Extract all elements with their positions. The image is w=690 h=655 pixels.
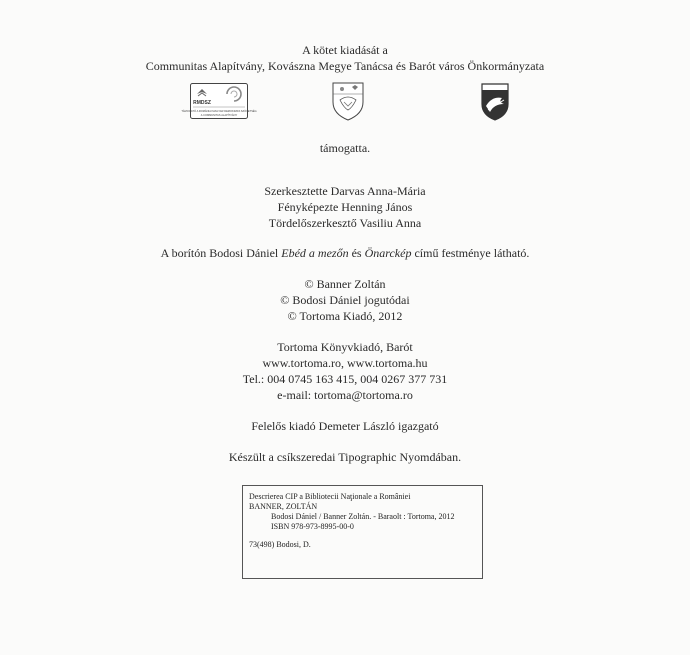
cip-title: Bodosi Dániel / Banner Zoltán. - Baraolt : Tortoma, 2012 [271, 512, 455, 521]
photographer-credit: Fényképezte Henning János [277, 200, 413, 214]
supported-text: támogatta. [319, 141, 371, 155]
cover-painting-title-1: Ebéd a mezőn [281, 246, 349, 260]
cip-author: BANNER, ZOLTÁN [249, 502, 318, 511]
cip-classification: 73(498) Bodosi, D. [249, 540, 311, 549]
layout-editor-credit: Tördelőszerkesztő Vasiliu Anna [268, 216, 422, 230]
sponsor-intro: A kötet kiadását a [302, 43, 388, 57]
cover-painting-title-2: Önarckép [364, 246, 412, 260]
printing-note: Készült a csíkszeredai Tipographic Nyomdában. [228, 450, 462, 464]
publisher-email: e-mail: tortoma@tortoma.ro [277, 388, 413, 402]
publisher-web: www.tortoma.ro, www.tortoma.hu [262, 356, 428, 370]
cip-header: Descrierea CIP a Bibliotecii Naţionale a României [249, 492, 411, 501]
responsible-publisher: Felelős kiadó Demeter László igazgató [251, 419, 439, 433]
cip-record-box [242, 485, 483, 579]
cover-note-suffix: című festménye látható. [411, 246, 530, 260]
publisher-name: Tortoma Könyvkiadó, Barót [277, 340, 413, 354]
publisher-phone: Tel.: 004 0745 163 415, 004 0267 377 731 [242, 372, 448, 386]
sponsor-logos [0, 80, 690, 124]
kovaszna-county-crest [330, 80, 366, 122]
rmdsz-communitas-logo [181, 83, 257, 119]
rmdsz-sub-label: TÁMOGATÓ A ROMÁNIAI MAGYAR DEMOKRATA SZÖVETSÉG [181, 110, 257, 113]
editor-credit: Szerkesztette Darvas Anna-Mária [264, 184, 426, 198]
cover-note-middle: és [348, 246, 365, 260]
cover-note-prefix: A borítón Bodosi Dániel [160, 246, 282, 260]
copyright-publisher: © Tortoma Kiadó, 2012 [287, 309, 403, 323]
sponsor-names: Communitas Alapítvány, Kovászna Megye Tanácsa és Barót város Önkormányzata [145, 59, 545, 73]
rmdsz-label: RMDSZ [193, 100, 211, 106]
barot-city-crest [480, 82, 510, 122]
cover-note [0, 245, 690, 261]
copyright-author: © Banner Zoltán [304, 277, 386, 291]
cip-isbn: ISBN 978-973-8995-00-0 [271, 522, 354, 531]
copyright-heirs: © Bodosi Dániel jogutódai [280, 293, 410, 307]
communitas-sub-label: A COMMUNITAS ALAPÍTVÁNY [200, 114, 238, 117]
